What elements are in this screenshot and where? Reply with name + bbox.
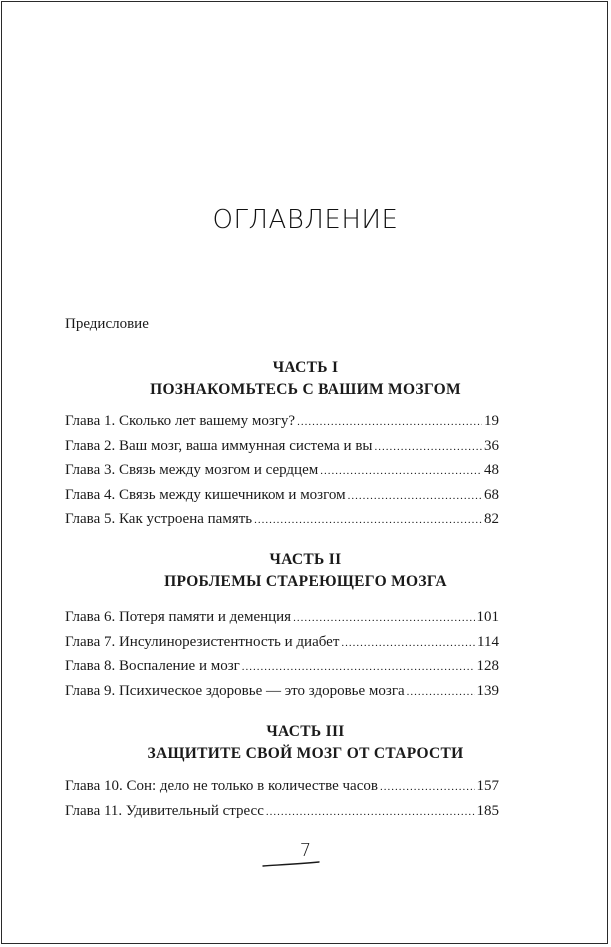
toc-entry-chapter-10[interactable] xyxy=(65,778,499,803)
part-1-heading xyxy=(0,357,611,401)
dot-leader xyxy=(320,465,482,477)
part-1-title: ПОЗНАКОМЬТЕСЬ С ВАШИМ МОЗГОМ xyxy=(150,381,461,398)
part-2-title: ПРОБЛЕМЫ СТАРЕЮЩЕГО МОЗГА xyxy=(164,573,447,590)
toc-preface[interactable]: Предисловие xyxy=(65,316,149,332)
part-3-title: ЗАЩИТИТЕ СВОЙ МОЗГ ОТ СТАРОСТИ xyxy=(147,745,464,762)
chapter-page-number: 114 xyxy=(477,633,499,650)
toc-entry-chapter-7[interactable] xyxy=(65,634,499,659)
chapter-title: Глава 4. Связь между кишечником и мозгом xyxy=(65,486,346,503)
part-3-chapter-list xyxy=(65,778,499,827)
dot-leader xyxy=(407,686,475,698)
page-number: 7 xyxy=(299,840,312,861)
chapter-page-number: 48 xyxy=(484,462,499,478)
part-1-chapter-list xyxy=(65,413,499,536)
chapter-title: Глава 10. Сон: дело не только в количестве часов xyxy=(65,778,378,794)
chapter-title: Глава 1. Сколько лет вашему мозгу? xyxy=(65,413,296,429)
toc-entry-chapter-9[interactable] xyxy=(65,683,499,708)
chapter-page-number: 101 xyxy=(476,609,499,625)
chapter-title: Глава 9. Психическое здоровье — это здоровье мозга xyxy=(65,682,405,699)
toc-entry-chapter-11[interactable] xyxy=(65,803,499,828)
toc-entry-chapter-5[interactable] xyxy=(65,511,499,536)
dot-leader xyxy=(341,637,475,649)
chapter-page-number: 68 xyxy=(484,486,499,503)
chapter-page-number: 36 xyxy=(484,437,499,454)
part-1-number: ЧАСТЬ I xyxy=(272,359,339,376)
dot-leader xyxy=(375,441,483,453)
chapter-title: Глава 3. Связь между мозгом и сердцем xyxy=(65,462,319,478)
chapter-title: Глава 2. Ваш мозг, ваша иммунная система и вы xyxy=(65,437,373,454)
chapter-page-number: 82 xyxy=(484,511,499,527)
dot-leader xyxy=(266,806,475,818)
toc-entry-chapter-6[interactable] xyxy=(65,609,499,634)
part-2-number: ЧАСТЬ II xyxy=(269,551,342,568)
chapter-title: Глава 5. Как устроена память xyxy=(65,511,253,527)
chapter-title: Глава 8. Воспаление и мозг xyxy=(65,658,240,674)
dot-leader xyxy=(297,416,482,428)
chapter-title: Глава 11. Удивительный стресс xyxy=(65,802,264,819)
dot-leader xyxy=(242,661,475,673)
dot-leader xyxy=(254,514,482,526)
dot-leader xyxy=(293,612,474,624)
part-2-chapter-list xyxy=(65,609,499,707)
chapter-title: Глава 6. Потеря памяти и деменция xyxy=(65,609,292,625)
part-2-heading xyxy=(0,549,611,593)
chapter-page-number: 128 xyxy=(476,658,499,674)
part-3-heading xyxy=(0,721,611,765)
dot-leader xyxy=(348,490,482,502)
chapter-page-number: 19 xyxy=(484,413,499,429)
toc-entry-chapter-1[interactable] xyxy=(65,413,499,438)
chapter-page-number: 157 xyxy=(476,778,499,794)
part-3-number: ЧАСТЬ III xyxy=(266,723,345,740)
chapter-page-number: 139 xyxy=(476,682,499,699)
page-title: ОГЛАВЛЕНИЕ xyxy=(212,205,399,235)
toc-entry-chapter-2[interactable] xyxy=(65,438,499,463)
chapter-title: Глава 7. Инсулинорезистентность и диабет xyxy=(65,633,340,650)
toc-entry-chapter-3[interactable] xyxy=(65,462,499,487)
toc-entry-chapter-4[interactable] xyxy=(65,487,499,512)
page-number-underline xyxy=(262,860,320,868)
chapter-page-number: 185 xyxy=(476,802,499,819)
dot-leader xyxy=(380,781,475,793)
toc-entry-chapter-8[interactable] xyxy=(65,658,499,683)
